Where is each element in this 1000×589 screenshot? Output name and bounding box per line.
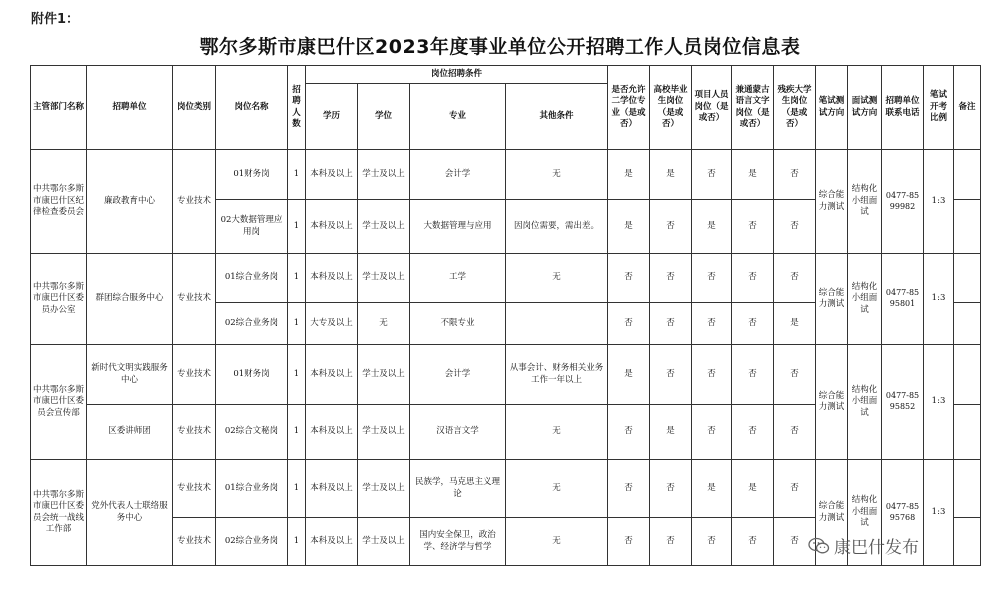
cell-note <box>954 303 981 345</box>
cell-other: 无 <box>506 150 608 200</box>
header-dept: 主管部门名称 <box>31 66 87 150</box>
cell-count: 1 <box>288 254 306 303</box>
cell-education: 本科及以上 <box>306 518 358 566</box>
cell-written: 综合能力测试 <box>816 254 848 345</box>
cell-ratio: 1:3 <box>924 254 954 345</box>
cell-unit: 区委讲师团 <box>87 405 173 460</box>
cell-other: 无 <box>506 405 608 460</box>
cell-dept: 中共鄂尔多斯市康巴什区纪律检查委员会 <box>31 150 87 254</box>
cell-category: 专业技术 <box>173 405 216 460</box>
cell-mongolian: 否 <box>732 518 774 566</box>
header-position: 岗位名称 <box>216 66 288 150</box>
attachment-label: 附件1： <box>31 12 80 27</box>
cell-count: 1 <box>288 303 306 345</box>
cell-degree: 学士及以上 <box>358 200 410 254</box>
cell-mongolian: 是 <box>732 460 774 518</box>
header-mongolian: 兼通蒙古语言文字岗位（是或否） <box>732 66 774 150</box>
cell-degree: 学士及以上 <box>358 150 410 200</box>
cell-education: 本科及以上 <box>306 405 358 460</box>
header-phone: 招聘单位联系电话 <box>882 66 924 150</box>
cell-note <box>954 518 981 566</box>
cell-major: 民族学，马克思主义理论 <box>410 460 506 518</box>
cell-project: 是 <box>692 200 732 254</box>
cell-degree: 学士及以上 <box>358 254 410 303</box>
header-interview: 面试测试方向 <box>848 66 882 150</box>
cell-project: 否 <box>692 405 732 460</box>
table-row <box>31 150 981 200</box>
cell-education: 本科及以上 <box>306 150 358 200</box>
cell-disabled: 否 <box>774 460 816 518</box>
cell-ratio: 1:3 <box>924 345 954 460</box>
watermark-text: 康巴什发布 <box>834 538 919 558</box>
cell-mongolian: 是 <box>732 150 774 200</box>
cell-degree: 无 <box>358 303 410 345</box>
header-disabled: 残疾大学生岗位（是或否） <box>774 66 816 150</box>
cell-written: 综合能力测试 <box>816 345 848 460</box>
cell-category: 专业技术 <box>173 460 216 518</box>
cell-disabled: 否 <box>774 345 816 405</box>
cell-major: 不限专业 <box>410 303 506 345</box>
cell-dept: 中共鄂尔多斯市康巴什区委员会宣传部 <box>31 345 87 460</box>
cell-graduate: 否 <box>650 518 692 566</box>
cell-graduate: 否 <box>650 254 692 303</box>
cell-position: 02综合业务岗 <box>216 303 288 345</box>
cell-major: 国内安全保卫，政治学、经济学与哲学 <box>410 518 506 566</box>
table-row <box>31 254 981 303</box>
header-unit: 招聘单位 <box>87 66 173 150</box>
cell-disabled: 否 <box>774 405 816 460</box>
cell-second-major: 否 <box>608 518 650 566</box>
cell-interview: 结构化小组面试 <box>848 345 882 460</box>
cell-project: 是 <box>692 460 732 518</box>
cell-education: 本科及以上 <box>306 460 358 518</box>
cell-other: 无 <box>506 518 608 566</box>
cell-position: 02综合文秘岗 <box>216 405 288 460</box>
cell-other <box>506 303 608 345</box>
header-note: 备注 <box>954 66 981 150</box>
cell-major: 会计学 <box>410 345 506 405</box>
cell-project: 否 <box>692 303 732 345</box>
cell-graduate: 是 <box>650 405 692 460</box>
cell-mongolian: 否 <box>732 405 774 460</box>
cell-degree: 学士及以上 <box>358 405 410 460</box>
cell-note <box>954 345 981 405</box>
cell-note <box>954 405 981 460</box>
cell-second-major: 否 <box>608 303 650 345</box>
header-category: 岗位类别 <box>173 66 216 150</box>
header-written: 笔试测试方向 <box>816 66 848 150</box>
cell-graduate: 否 <box>650 303 692 345</box>
cell-disabled: 否 <box>774 150 816 200</box>
cell-position: 02综合业务岗 <box>216 518 288 566</box>
cell-second-major: 是 <box>608 345 650 405</box>
cell-position: 02大数据管理应用岗 <box>216 200 288 254</box>
cell-other: 无 <box>506 460 608 518</box>
cell-position: 01财务岗 <box>216 345 288 405</box>
cell-major: 大数据管理与应用 <box>410 200 506 254</box>
cell-other: 无 <box>506 254 608 303</box>
cell-project: 否 <box>692 254 732 303</box>
cell-major: 会计学 <box>410 150 506 200</box>
cell-count: 1 <box>288 460 306 518</box>
cell-phone: 0477-8595852 <box>882 345 924 460</box>
cell-disabled: 是 <box>774 303 816 345</box>
cell-mongolian: 否 <box>732 303 774 345</box>
table-row <box>31 460 981 518</box>
cell-graduate: 否 <box>650 460 692 518</box>
header-project: 项目人员岗位（是或否） <box>692 66 732 150</box>
header-major: 专业 <box>410 84 506 150</box>
cell-count: 1 <box>288 345 306 405</box>
cell-unit: 党外代表人士联络服务中心 <box>87 460 173 566</box>
table-row <box>31 345 981 405</box>
cell-disabled: 否 <box>774 200 816 254</box>
cell-mongolian: 否 <box>732 254 774 303</box>
cell-count: 1 <box>288 518 306 566</box>
header-other: 其他条件 <box>506 84 608 150</box>
cell-education: 本科及以上 <box>306 200 358 254</box>
cell-dept: 中共鄂尔多斯市康巴什区委员办公室 <box>31 254 87 345</box>
cell-interview: 结构化小组面试 <box>848 254 882 345</box>
header-count: 招聘人数 <box>288 66 306 150</box>
header-education: 学历 <box>306 84 358 150</box>
cell-phone: 0477-8599982 <box>882 150 924 254</box>
header-ratio: 笔试开考比例 <box>924 66 954 150</box>
cell-note <box>954 460 981 518</box>
cell-category: 专业技术 <box>173 518 216 566</box>
cell-mongolian: 否 <box>732 200 774 254</box>
cell-graduate: 否 <box>650 200 692 254</box>
position-info-table <box>30 65 981 566</box>
cell-other: 因岗位需要，需出差。 <box>506 200 608 254</box>
cell-note <box>954 200 981 254</box>
header-conditions: 岗位招聘条件 <box>306 66 608 84</box>
header-second-major: 是否允许二学位专业（是或否） <box>608 66 650 150</box>
cell-written: 综合能力测试 <box>816 460 848 566</box>
cell-project: 否 <box>692 345 732 405</box>
cell-phone: 0477-8595768 <box>882 460 924 566</box>
cell-unit: 群团综合服务中心 <box>87 254 173 345</box>
wechat-icon <box>808 537 830 555</box>
cell-major: 工学 <box>410 254 506 303</box>
cell-second-major: 否 <box>608 254 650 303</box>
cell-note <box>954 254 981 303</box>
cell-unit: 新时代文明实践服务中心 <box>87 345 173 405</box>
cell-ratio: 1:3 <box>924 150 954 254</box>
cell-position: 01综合业务岗 <box>216 254 288 303</box>
cell-graduate: 否 <box>650 345 692 405</box>
cell-education: 本科及以上 <box>306 345 358 405</box>
cell-dept: 中共鄂尔多斯市康巴什区委员会统一战线工作部 <box>31 460 87 566</box>
header-degree: 学位 <box>358 84 410 150</box>
cell-interview: 结构化小组面试 <box>848 460 882 566</box>
cell-degree: 学士及以上 <box>358 518 410 566</box>
cell-phone: 0477-8595801 <box>882 254 924 345</box>
cell-education: 大专及以上 <box>306 303 358 345</box>
cell-mongolian: 否 <box>732 345 774 405</box>
cell-ratio: 1:3 <box>924 460 954 566</box>
cell-degree: 学士及以上 <box>358 345 410 405</box>
watermark <box>808 533 919 558</box>
cell-graduate: 是 <box>650 150 692 200</box>
cell-category: 专业技术 <box>173 345 216 405</box>
cell-note <box>954 150 981 200</box>
cell-unit: 廉政教育中心 <box>87 150 173 254</box>
cell-count: 1 <box>288 200 306 254</box>
cell-disabled: 否 <box>774 518 816 566</box>
cell-second-major: 是 <box>608 200 650 254</box>
page-title: 鄂尔多斯市康巴什区2023年度事业单位公开招聘工作人员岗位信息表 <box>199 36 801 58</box>
cell-project: 否 <box>692 518 732 566</box>
cell-second-major: 否 <box>608 460 650 518</box>
cell-category: 专业技术 <box>173 254 216 345</box>
cell-interview: 结构化小组面试 <box>848 150 882 254</box>
cell-degree: 学士及以上 <box>358 460 410 518</box>
cell-second-major: 否 <box>608 405 650 460</box>
header-graduate: 高校毕业生岗位（是或否） <box>650 66 692 150</box>
cell-disabled: 否 <box>774 254 816 303</box>
cell-project: 否 <box>692 150 732 200</box>
cell-category: 专业技术 <box>173 150 216 254</box>
cell-count: 1 <box>288 150 306 200</box>
cell-count: 1 <box>288 405 306 460</box>
cell-second-major: 是 <box>608 150 650 200</box>
cell-major: 汉语言文学 <box>410 405 506 460</box>
cell-education: 本科及以上 <box>306 254 358 303</box>
cell-other: 从事会计、财务相关业务工作一年以上 <box>506 345 608 405</box>
cell-position: 01财务岗 <box>216 150 288 200</box>
cell-written: 综合能力测试 <box>816 150 848 254</box>
cell-position: 01综合业务岗 <box>216 460 288 518</box>
